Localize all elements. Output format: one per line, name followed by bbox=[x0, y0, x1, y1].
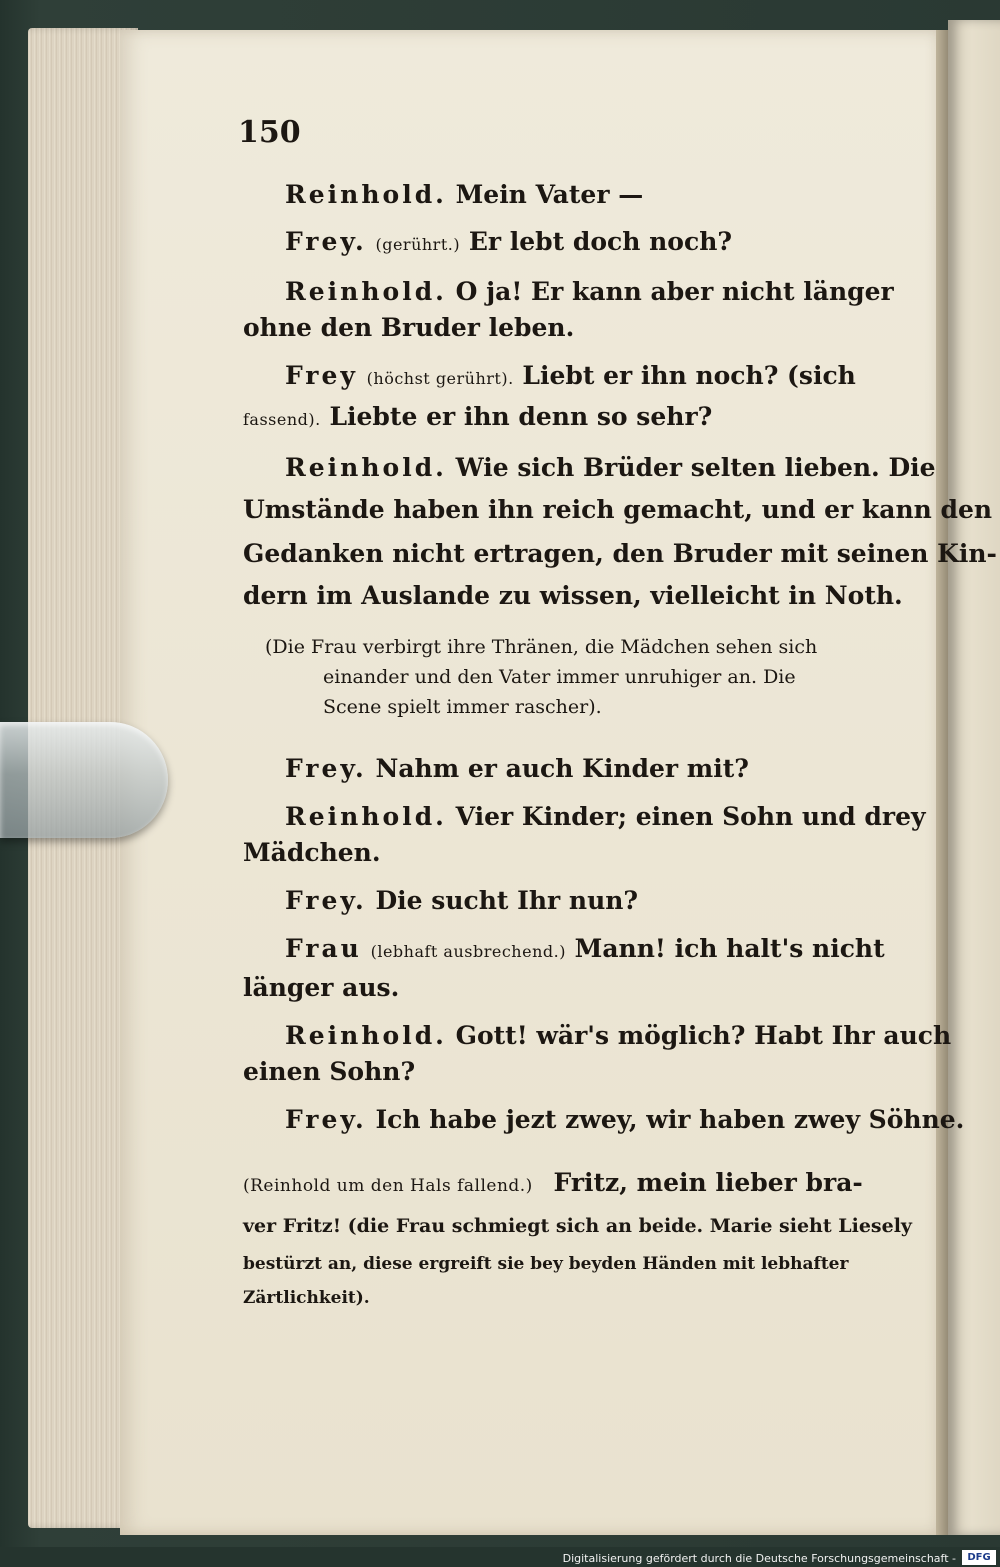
stage-direction: (lebhaft ausbrechend.) bbox=[370, 942, 566, 961]
dialogue-line bbox=[243, 493, 993, 527]
dialogue-line bbox=[243, 1247, 893, 1281]
dialogue-line bbox=[243, 1055, 893, 1089]
dialogue-line bbox=[243, 1281, 893, 1315]
speaker-name: Frey. bbox=[285, 227, 367, 256]
footer-credit: Digitalisierung gefördert durch die Deutsche Forschungsgemeinschaft - bbox=[562, 1552, 956, 1565]
dialogue-block-2 bbox=[243, 752, 965, 1137]
dialogue-line bbox=[243, 225, 893, 262]
speaker-name: Reinhold. bbox=[285, 277, 447, 306]
dialogue-line bbox=[243, 1166, 893, 1203]
speaker-name: Frey. bbox=[285, 754, 367, 783]
speaker-name: Reinhold. bbox=[285, 453, 447, 482]
line-text: Die sucht Ihr nun? bbox=[375, 886, 639, 915]
speaker-name: Frey bbox=[285, 361, 358, 390]
dialogue-line bbox=[243, 1103, 965, 1137]
line-text: Mann! ich halt's nicht bbox=[574, 934, 885, 963]
dialogue-line bbox=[243, 359, 893, 396]
line-text: Gedanken nicht ertragen, den Bruder mit seinen Kin- bbox=[243, 539, 997, 568]
dialogue-line bbox=[243, 311, 893, 345]
dialogue-line bbox=[243, 275, 893, 309]
closing-block bbox=[243, 1166, 912, 1315]
stage-direction-line: einander und den Vater immer unruhiger an. Die bbox=[323, 666, 796, 688]
line-text: Mein Vater — bbox=[455, 180, 644, 209]
line-text: Er lebt doch noch? bbox=[468, 227, 733, 256]
speaker-name: Frey. bbox=[285, 1105, 367, 1134]
line-text: ohne den Bruder leben. bbox=[243, 313, 575, 342]
dialogue-line bbox=[243, 836, 893, 870]
dialogue-line bbox=[243, 400, 893, 437]
line-text: Zärtlichkeit). bbox=[243, 1288, 370, 1308]
line-text: bestürzt an, diese ergreift sie bey beyden Händen mit lebhafter bbox=[243, 1254, 849, 1274]
line-text: Vier Kinder; einen Sohn und drey bbox=[455, 802, 926, 831]
dialogue-line bbox=[243, 1209, 912, 1243]
line-text: Nahm er auch Kinder mit? bbox=[375, 754, 749, 783]
stage-direction-line: (Die Frau verbirgt ihre Thränen, die Mädchen sehen sich bbox=[265, 636, 818, 658]
dialogue-line bbox=[243, 800, 926, 834]
line-text: Wie sich Brüder selten lieben. Die bbox=[455, 453, 936, 482]
line-text: Mädchen. bbox=[243, 838, 381, 867]
line-text: Gott! wär's möglich? Habt Ihr auch bbox=[455, 1021, 952, 1050]
speaker-name: Frey. bbox=[285, 886, 367, 915]
dialogue-line bbox=[243, 884, 893, 918]
line-text: Liebte er ihn denn so sehr? bbox=[329, 402, 713, 431]
facing-page-edge bbox=[948, 20, 1000, 1535]
line-text: einen Sohn? bbox=[243, 1057, 416, 1086]
line-text: dern im Auslande zu wissen, vielleicht in Noth. bbox=[243, 581, 903, 610]
line-text: ver Fritz! (die Frau schmiegt sich an beide. Marie sieht Liesely bbox=[243, 1215, 912, 1237]
stage-direction: (höchst gerührt). bbox=[366, 369, 514, 388]
line-text: Ich habe jezt zwey, wir haben zwey Söhne. bbox=[375, 1105, 965, 1134]
speaker-name: Reinhold. bbox=[285, 180, 447, 209]
dialogue-line bbox=[243, 932, 893, 969]
line-text: O ja! Er kann aber nicht länger bbox=[455, 277, 894, 306]
dfg-logo-icon: DFG bbox=[962, 1550, 996, 1565]
stage-direction: fassend). bbox=[243, 410, 321, 429]
stage-direction: (Reinhold um den Hals fallend.) bbox=[243, 1176, 533, 1196]
stage-direction-block bbox=[243, 632, 893, 722]
stage-direction-line: Scene spielt immer rascher). bbox=[323, 696, 602, 718]
line-text: Umstände haben ihn reich gemacht, und er kann den bbox=[243, 495, 993, 524]
page-number: 150 bbox=[238, 115, 301, 150]
dialogue-line bbox=[243, 971, 893, 1005]
stage-direction: (gerührt.) bbox=[375, 235, 461, 254]
footer-bar bbox=[0, 1547, 1000, 1567]
dialogue-block-1 bbox=[243, 178, 997, 613]
dialogue-line bbox=[243, 537, 997, 571]
speaker-name: Frau bbox=[285, 934, 362, 963]
line-text: Fritz, mein lieber bra- bbox=[553, 1168, 863, 1197]
dialogue-line bbox=[243, 1019, 952, 1053]
line-text: Liebt er ihn noch? (sich bbox=[522, 361, 856, 390]
dialogue-line bbox=[243, 752, 893, 786]
speaker-name: Reinhold. bbox=[285, 1021, 447, 1050]
speaker-name: Reinhold. bbox=[285, 802, 447, 831]
line-text: länger aus. bbox=[243, 973, 400, 1002]
dialogue-line bbox=[243, 579, 903, 613]
glass-page-weight bbox=[0, 722, 168, 838]
dialogue-line bbox=[243, 451, 936, 485]
dialogue-line bbox=[243, 178, 893, 212]
